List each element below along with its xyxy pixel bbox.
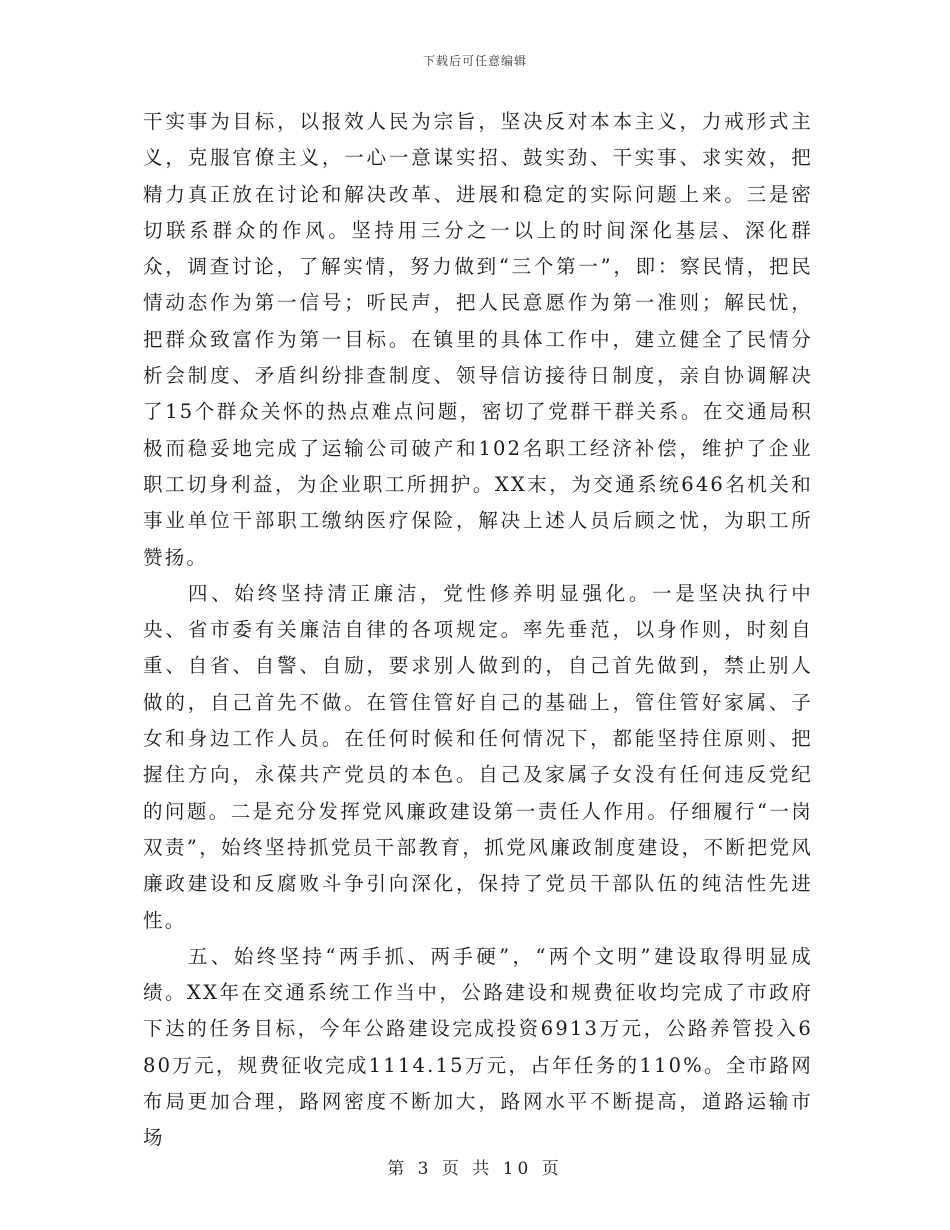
page-footer: 第 3 页 共 10 页 bbox=[387, 1159, 563, 1179]
page-header: 下载后可任意编辑 bbox=[422, 54, 527, 68]
paragraph-continuation: 干实事为目标，以报效人民为宗旨，坚决反对本本主义，力戒形式主义，克服官僚主义，一心一意谋实招、鼓实劲、干实事、求实效，把精力真正放在讨论和解决改革、进展和稳定的实际问题上来。三是密切联系群众的作风。坚持用三分之一以上的时间深化基层、深化群众，调查讨论，了解实情，努力做到“三个第一”，即：察民情，把民情动态作为第一信号；听民声，把人民意愿作为第一准则；解民忧，把群众致富作为第一目标。在镇里的具体工作中，建立健全了民情分析会制度、矛盾纠纷排查制度、领导信访接待日制度，亲自协调解决了15个群众关怀的热点难点问题，密切了党群干群关系。在交通局积极而稳妥地完成了运输公司破产和102名职工经济补偿，维护了企业职工切身利益，为企业职工所拥护。XX末，为交通系统646名机关和事业单位干部职工缴纳医疗保险，解决上述人员后顾之忧，为职工所赞扬。 bbox=[143, 110, 813, 569]
document-body bbox=[143, 104, 813, 1157]
paragraph-section-four: 四、始终坚持清正廉洁，党性修养明显强化。一是坚决执行中央、省市委有关廉洁自律的各项规定。率先垂范，以身作则，时刻自重、自省、自警、自励，要求别人做到的，自己首先做到，禁止别人做的，自己首先不做。在管住管好自己的基础上，管住管好家属、子女和身边工作人员。在任何时候和任何情况下，都能坚持住原则、把握住方向，永葆共产党员的本色。自己及家属子女没有任何违反党纪的问题。二是充分发挥党风廉政建设第一责任人作用。仔细履行“一岗双责”，始终坚持抓党员干部教育，抓党风廉政制度建设，不断把党风廉政建设和反腐败斗争引向深化，保持了党员干部队伍的纯洁性先进性。 bbox=[143, 581, 813, 932]
paragraph-section-five: 五、始终坚持“两手抓、两手硬”，“两个文明”建设取得明显成绩。XX年在交通系统工作当中，公路建设和规费征收均完成了市政府下达的任务目标，今年公路建设完成投资6913万元，公路养管投入680万元，规费征收完成1114.15万元，占年任务的110%。全市路网布局更加合理，路网密度不断加大，路网水平不断提高，道路运输市场 bbox=[143, 944, 813, 1150]
